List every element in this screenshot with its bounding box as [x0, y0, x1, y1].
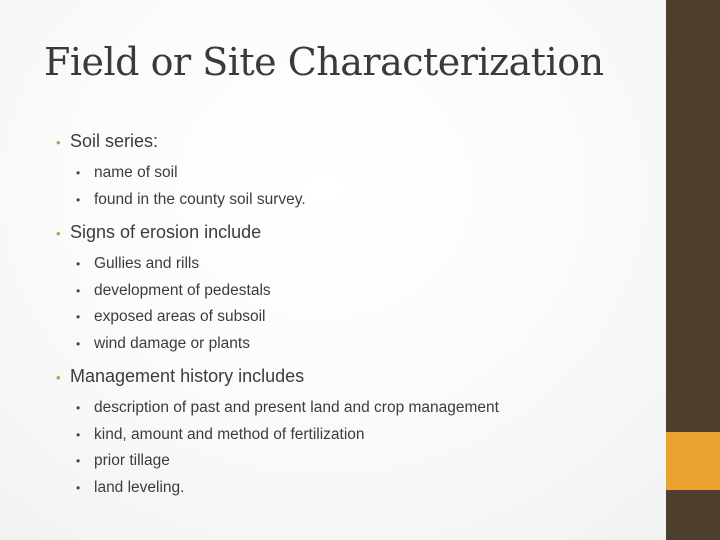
sub-bullet-text: name of soil	[94, 164, 178, 181]
sub-bullet	[76, 448, 656, 475]
bullet-label: Signs of erosion include	[70, 222, 262, 242]
bullet-dot: •	[56, 370, 61, 385]
bullet-dot: •	[56, 226, 61, 241]
sub-bullet-list	[76, 395, 656, 501]
sub-bullet-text: prior tillage	[94, 452, 170, 469]
sub-bullet	[76, 187, 656, 214]
sub-bullet-dot: •	[76, 480, 81, 495]
sub-bullet-text: wind damage or plants	[94, 334, 250, 352]
bullet-label: Soil series:	[70, 131, 159, 151]
sub-bullet-text: development of pedestals	[94, 281, 271, 299]
sub-bullet-text: description of past and present land and crop management	[94, 399, 499, 416]
sub-bullet-dot: •	[76, 310, 81, 324]
sidebar-accent-block	[666, 432, 720, 490]
sub-bullet-dot: •	[76, 166, 81, 180]
sub-bullet	[76, 304, 656, 331]
sub-bullet	[76, 331, 656, 358]
sub-bullet-text: found in the county soil survey.	[94, 190, 306, 208]
sub-bullet-list	[76, 251, 656, 357]
sub-bullet-list	[76, 160, 656, 213]
bullet-soil-series	[56, 128, 656, 213]
slide-title: Field or Site Characterization	[44, 40, 604, 84]
bullet-signs-of-erosion	[56, 219, 656, 357]
bullet-management-history	[56, 363, 656, 501]
sub-bullet-dot: •	[76, 283, 81, 298]
bullet-dot: •	[56, 135, 61, 150]
sub-bullet	[76, 160, 656, 187]
sub-bullet	[76, 475, 656, 502]
sub-bullet	[76, 395, 656, 422]
sub-bullet-text: Gullies and rills	[94, 255, 200, 272]
sub-bullet-text: kind, amount and method of fertilization	[94, 425, 365, 443]
slide-body	[56, 128, 656, 507]
sub-bullet-dot: •	[76, 427, 81, 442]
sub-bullet-dot: •	[76, 336, 81, 351]
sub-bullet	[76, 422, 656, 449]
sub-bullet	[76, 278, 656, 305]
bullet-label: Management history includes	[70, 366, 305, 386]
sidebar	[666, 0, 720, 540]
sub-bullet-text: exposed areas of subsoil	[94, 308, 266, 325]
sub-bullet-dot: •	[76, 401, 81, 415]
sub-bullet-dot: •	[76, 192, 81, 207]
sub-bullet-dot: •	[76, 257, 81, 271]
sub-bullet-dot: •	[76, 454, 81, 468]
sub-bullet	[76, 251, 656, 278]
sub-bullet-text: land leveling.	[94, 478, 185, 496]
